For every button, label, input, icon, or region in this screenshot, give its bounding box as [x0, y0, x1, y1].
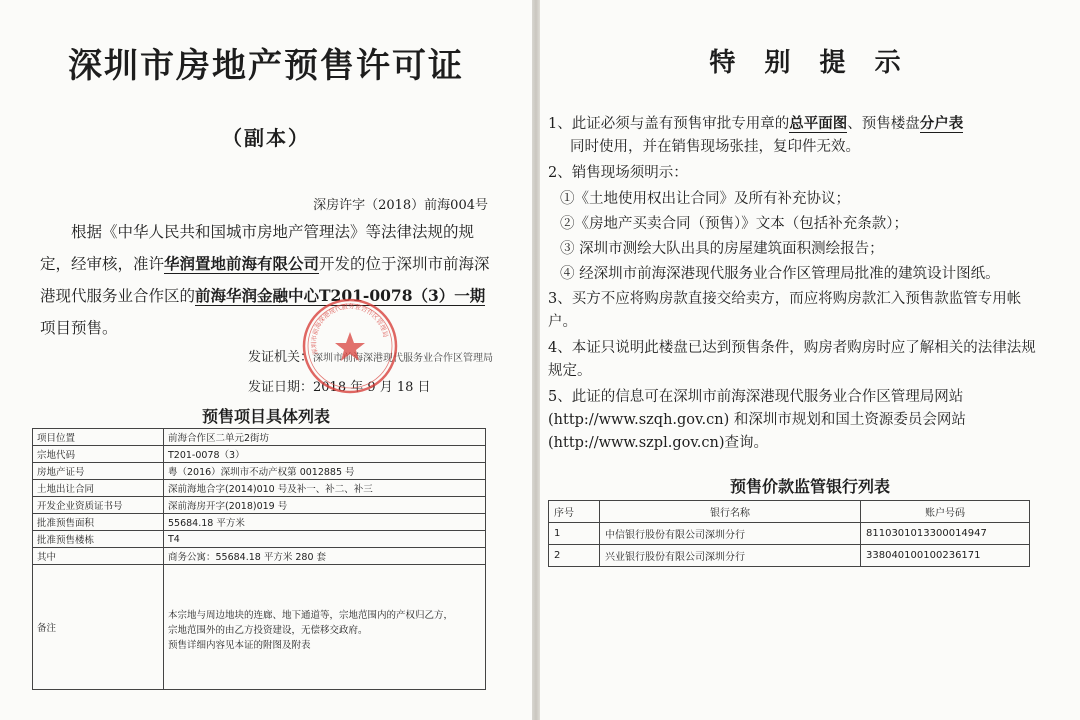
table-row — [549, 523, 1030, 545]
notice-1-continued: 同时使用，并在销售现场张挂，复印件无效。 — [570, 139, 860, 155]
note-line: 预售详细内容见本证的附图及附表 — [168, 639, 311, 651]
notice-1-text: 1、此证必须与盖有预售审批专用章的 — [548, 116, 790, 132]
row-value: T4 — [164, 531, 486, 548]
bank-account: 8110301013300014947 — [861, 523, 1030, 545]
row-value: 前海合作区二单元2街坊 — [164, 429, 486, 446]
unit-table-term: 分户表 — [919, 115, 964, 132]
notice-item-3: 3、买方不应将购房款直接交给卖方，而应将购房款汇入预售款监管专用帐户。 — [548, 291, 1022, 330]
row-value: 深前海地合字(2014)010 号及补一、补二、补三 — [164, 480, 486, 497]
issuer-value: 深圳市前海深港现代服务业合作区管理局 — [313, 353, 494, 364]
special-notice-title: 特 别 提 示 — [709, 48, 911, 78]
project-details-table — [32, 428, 486, 690]
body-part-1: 根据《中华人民共和国城市房地产管理法》等法律法规的规定，经审核，准许 — [40, 223, 475, 273]
body-part-2: 开发的位于深圳市前海深港现代服务业合作区的 — [40, 255, 490, 305]
row-value: T201-0078（3） — [164, 446, 486, 463]
bank-no: 1 — [549, 523, 600, 545]
bank-name: 兴业银行股份有限公司深圳分行 — [600, 545, 861, 567]
table-row-notes — [33, 565, 486, 690]
permit-number: 深房许字（2018）前海004号 — [313, 198, 488, 213]
bank-table-title: 预售价款监管银行列表 — [729, 477, 890, 496]
table-row — [549, 545, 1030, 567]
notice-item-1 — [548, 112, 1048, 159]
body-part-3: 项目预售。 — [40, 319, 118, 337]
notice-item-2: 2、销售现场须明示： — [548, 165, 688, 181]
notice-2-subitem: ③ 深圳市测绘大队出具的房屋建筑面积测绘报告； — [560, 241, 884, 257]
table-row — [33, 480, 486, 497]
notice-item-5: 5、此证的信息可在深圳市前海深港现代服务业合作区管理局网站(http://www.szqh.gov.cn) 和深圳市规划和国土资源委员会网站(http://www.szpl.gov.cn)查询。 — [548, 389, 966, 451]
bank-no: 2 — [549, 545, 600, 567]
header-bank: 银行名称 — [600, 501, 861, 523]
table-row — [33, 497, 486, 514]
table-header-row — [549, 501, 1030, 523]
notes-content — [164, 565, 486, 690]
row-value: 深前海房开字(2018)019 号 — [164, 497, 486, 514]
header-account: 账户号码 — [861, 501, 1030, 523]
seal-text: 深圳市前海深港现代服务业合作区管理局 — [310, 303, 389, 356]
developer-name: 华润置地前海有限公司 — [164, 254, 320, 273]
row-key: 批准预售面积 — [33, 514, 164, 531]
table-row — [33, 429, 486, 446]
row-key: 项目位置 — [33, 429, 164, 446]
header-no: 序号 — [549, 501, 600, 523]
row-value: 55684.18 平方米 — [164, 514, 486, 531]
row-key: 房地产证号 — [33, 463, 164, 480]
bank-name: 中信银行股份有限公司深圳分行 — [600, 523, 861, 545]
table-row — [33, 446, 486, 463]
note-line: 宗地范围外的由乙方投资建设，无偿移交政府。 — [168, 624, 368, 636]
issue-date: 发证日期：2018 年 9 月 18 日 — [248, 380, 431, 395]
row-key: 宗地代码 — [33, 446, 164, 463]
project-table-title: 预售项目具体列表 — [201, 407, 330, 426]
row-key: 其中 — [33, 548, 164, 565]
row-value: 商务公寓：55684.18 平方米 280 套 — [164, 548, 486, 565]
copy-subtitle: （副本） — [222, 126, 310, 150]
table-row — [33, 548, 486, 565]
permit-body — [40, 216, 490, 344]
table-row — [33, 531, 486, 548]
notice-2-subitem: ④ 经深圳市前海深港现代服务业合作区管理局批准的建筑设计图纸。 — [560, 266, 1000, 282]
row-key: 土地出让合同 — [33, 480, 164, 497]
notes-label: 备注 — [33, 565, 164, 690]
note-line: 本宗地与周边地块的连廊、地下通道等，宗地范围内的产权归乙方， — [168, 609, 454, 621]
bank-account: 338040100100236171 — [861, 545, 1030, 567]
row-key: 批准预售楼栋 — [33, 531, 164, 548]
site-plan-term: 总平面图 — [789, 115, 848, 132]
notice-2-subitem: ②《房地产买卖合同（预售）》文本（包括补充条款）； — [560, 216, 908, 232]
left-page — [0, 0, 532, 720]
project-name: 前海华润金融中心T201-0078（3）一期 — [195, 286, 486, 305]
notice-2-subitem: ①《土地使用权出让合同》及所有补充协议； — [560, 191, 850, 207]
table-row — [33, 514, 486, 531]
row-value: 粤（2016）深圳市不动产权第 0012885 号 — [164, 463, 486, 480]
table-row — [33, 463, 486, 480]
issuer-label: 发证机关： — [248, 350, 314, 365]
row-key: 开发企业资质证书号 — [33, 497, 164, 514]
official-seal-stamp — [300, 296, 400, 396]
special-notice-list — [548, 112, 1048, 458]
page-title: 深圳市房地产预售许可证 — [68, 46, 464, 86]
notice-1-text-2: 、预售楼盘 — [847, 116, 920, 132]
supervising-bank-table — [548, 500, 1030, 567]
page-gutter — [532, 0, 540, 720]
notice-item-4: 4、本证只说明此楼盘已达到预售条件，购房者购房时应了解相关的法律法规规定。 — [548, 340, 1036, 379]
